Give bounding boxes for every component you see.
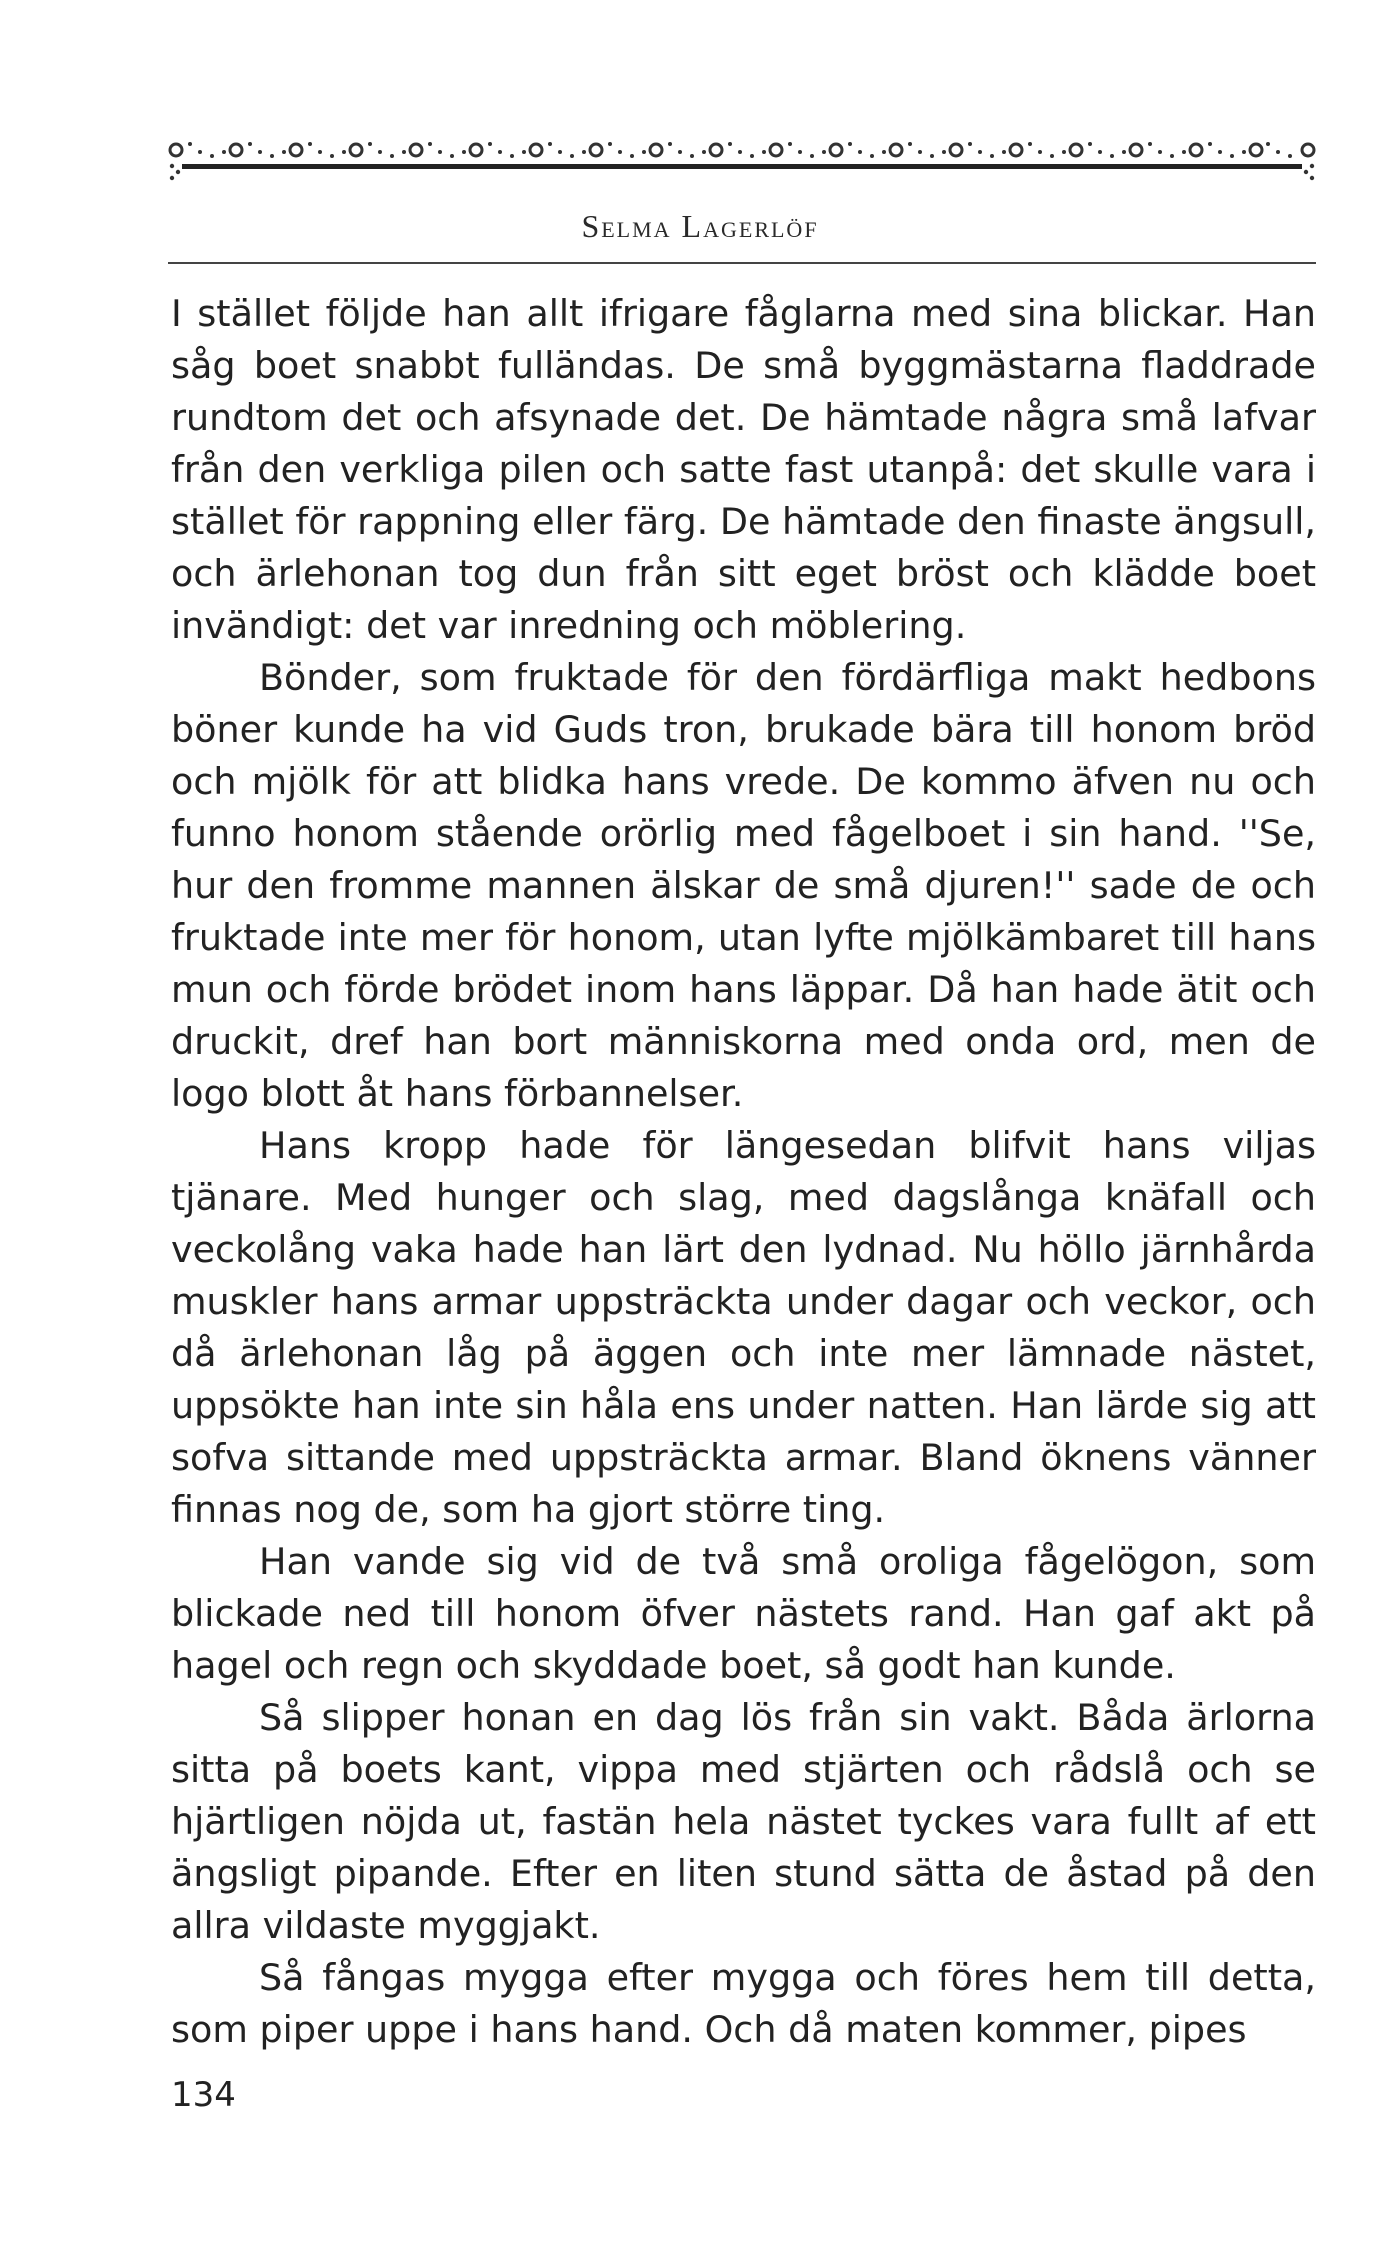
paragraph: Så fångas mygga efter mygga och föres hem till detta, som piper uppe i hans hand. Och då maten kommer, pipes <box>171 1956 1316 2051</box>
running-head-author: Selma Lagerlöf <box>581 208 819 244</box>
body-text <box>171 288 1316 2056</box>
page-number: 134 <box>171 2075 236 2115</box>
paragraph: Så slipper honan en dag lös från sin vakt. Båda ärlorna sitta på boets kant, vippa med stjärten och rådslå och se hjärtligen nöjda ut, fastän hela nästet tyckes vara fullt af ett ängsligt pipande. Efter en liten stund sätta de åstad på den allra vildaste myggjakt. <box>171 1696 1316 1947</box>
paragraph: I stället följde han allt ifrigare fåglarna med sina blickar. Han såg boet snabbt fulländas. De små byggmästarna fladdrade rundtom det och afsynade det. De hämtade några små lafvar från den verkliga pilen och satte fast utanpå: det skulle vara i stället för rappning eller färg. De hämtade den finaste ängsull, och ärlehonan tog dun från sitt eget bröst och klädde boet invändigt: det var inredning och möblering. <box>171 292 1316 647</box>
paragraph: Han vande sig vid de två små oroliga fågelögon, som blickade ned till honom öfver nästets rand. Han gaf akt på hagel och regn och skyddade boet, så godt han kunde. <box>171 1540 1316 1687</box>
ornamental-header-border <box>168 130 1316 192</box>
paragraph: Bönder, som fruktade för den fördärfliga makt hedbons böner kunde ha vid Guds tron, brukade bära till honom bröd och mjölk för att blidka hans vrede. De kommo äfven nu och funno honom stående orörlig med fågelboet i sin hand. ''Se, hur den fromme mannen älskar de små djuren!'' sade de och fruktade inte mer för honom, utan lyfte mjölkämbaret till hans mun och förde brödet inom hans läppar. Då han hade ätit och druckit, dref han bort människorna med onda ord, men de logo blott åt hans förbannelser. <box>171 656 1316 1115</box>
header-rule <box>168 262 1316 264</box>
paragraph: Hans kropp hade för längesedan blifvit hans viljas tjänare. Med hunger och slag, med dagslånga knäfall och veckolång vaka hade han lärt den lydnad. Nu höllo järnhårda muskler hans armar uppsträckta under dagar och veckor, och då ärlehonan låg på äggen och inte mer lämnade nästet, uppsökte han inte sin håla ens under natten. Han lärde sig att sofva sittande med uppsträckta armar. Bland öknens vänner finnas nog de, som ha gjort större ting. <box>171 1124 1316 1531</box>
